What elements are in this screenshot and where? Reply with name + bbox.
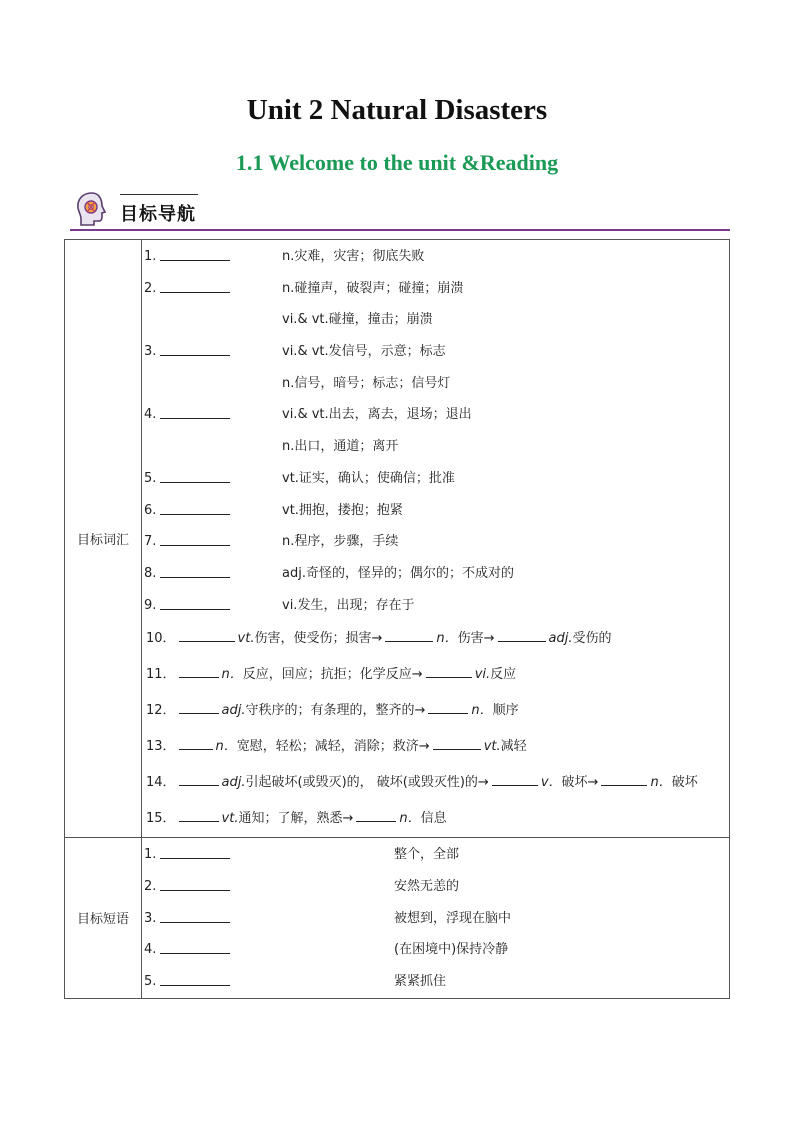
vocab-item-3: 3. vi.& vt.发信号，示意；标志 xyxy=(144,344,446,360)
vocab-item-2-def2: vi.& vt.碰撞，撞击；崩溃 xyxy=(282,312,433,328)
vocab-item-5: 5. vt.证实，确认；使确信；批准 xyxy=(144,470,455,486)
section-header xyxy=(70,188,730,234)
section-divider xyxy=(70,229,730,231)
answer-blank[interactable] xyxy=(492,773,538,786)
vocab-item-10: 10． vt.伤害，使受伤；损害→ n．伤害→ adj.受伤的 xyxy=(146,631,612,647)
vocab-item-7: 7. n.程序，步骤，手续 xyxy=(144,534,399,550)
answer-blank[interactable] xyxy=(160,514,230,515)
vocab-row xyxy=(65,240,730,838)
answer-blank[interactable] xyxy=(160,577,230,578)
vocab-row-header: 目标词汇 xyxy=(65,240,142,838)
phrase-item-2: 2. 安然无恙的 xyxy=(144,878,460,894)
answer-blank[interactable] xyxy=(160,482,230,483)
answer-blank[interactable] xyxy=(160,953,230,954)
answer-blank[interactable] xyxy=(160,922,230,923)
document-subtitle: 1.1 Welcome to the unit &Reading xyxy=(235,150,559,175)
answer-blank[interactable] xyxy=(179,737,213,750)
header-decoration xyxy=(120,194,198,195)
answer-blank[interactable] xyxy=(160,545,230,546)
answer-blank[interactable] xyxy=(428,701,468,714)
answer-blank[interactable] xyxy=(160,355,230,356)
document-title: Unit 2 Natural Disasters xyxy=(246,94,548,126)
phrase-item-3: 3. 被想到，浮现在脑中 xyxy=(144,910,512,926)
answer-blank[interactable] xyxy=(179,701,219,714)
answer-blank[interactable] xyxy=(601,773,647,786)
vocab-item-4-def2: n.出口，通道；离开 xyxy=(282,439,399,455)
phrase-item-1: 1. 整个，全部 xyxy=(144,847,460,863)
vocab-item-2: 2. n.碰撞声，破裂声；碰撞；崩溃 xyxy=(144,280,464,296)
answer-blank[interactable] xyxy=(160,858,230,859)
answer-blank[interactable] xyxy=(426,665,472,678)
phrases-row xyxy=(65,838,730,998)
answer-blank[interactable] xyxy=(160,418,230,419)
head-gear-icon xyxy=(74,190,110,228)
phrase-item-4: 4. (在困境中)保持冷静 xyxy=(144,942,509,958)
section-label: 目标导航 xyxy=(120,204,196,225)
vocab-item-9: 9. vi.发生，出现；存在于 xyxy=(144,597,415,613)
answer-blank[interactable] xyxy=(433,737,481,750)
phrase-item-5: 5. 紧紧抓住 xyxy=(144,974,447,989)
answer-blank[interactable] xyxy=(179,809,219,822)
answer-blank[interactable] xyxy=(356,809,396,822)
answer-blank[interactable] xyxy=(160,985,230,986)
answer-blank[interactable] xyxy=(160,260,230,261)
vocab-item-8: 8. adj.奇怪的，怪异的；偶尔的；不成对的 xyxy=(144,565,514,581)
answer-blank[interactable] xyxy=(160,292,230,293)
phrases-row-header: 目标短语 xyxy=(65,838,142,998)
vocab-item-6: 6. vt.拥抱，搂抱；抱紧 xyxy=(144,502,403,518)
vocab-item-14: 14． adj.引起破坏(或毁灭)的， 破坏(或毁灭性)的→ v．破坏→ n．破坏 xyxy=(146,775,698,791)
vocab-table xyxy=(64,239,730,999)
phrases-cell xyxy=(142,838,730,998)
answer-blank[interactable] xyxy=(179,773,219,786)
vocab-item-4: 4. vi.& vt.出去，离去，退场；退出 xyxy=(144,407,472,423)
vocab-item-12: 12． adj.守秩序的；有条理的，整齐的→ n．顺序 xyxy=(146,703,519,719)
vocab-cell xyxy=(142,240,730,838)
answer-blank[interactable] xyxy=(179,665,219,678)
answer-blank[interactable] xyxy=(160,609,230,610)
vocab-item-11: 11． n．反应，回应；抗拒；化学反应→ vi.反应 xyxy=(146,667,517,683)
vocab-item-15: 15． vt.通知；了解，熟悉→ n．信息 xyxy=(146,811,447,827)
vocab-item-3-def2: n.信号，暗号；标志；信号灯 xyxy=(282,375,451,391)
answer-blank[interactable] xyxy=(385,629,433,642)
vocab-item-13: 13． n．宽慰，轻松；减轻，消除；救济→ vt.减轻 xyxy=(146,739,527,755)
answer-blank[interactable] xyxy=(179,629,235,642)
answer-blank[interactable] xyxy=(498,629,546,642)
answer-blank[interactable] xyxy=(160,890,230,891)
vocab-item-1: 1. n.灾难，灾害；彻底失败 xyxy=(144,249,425,264)
